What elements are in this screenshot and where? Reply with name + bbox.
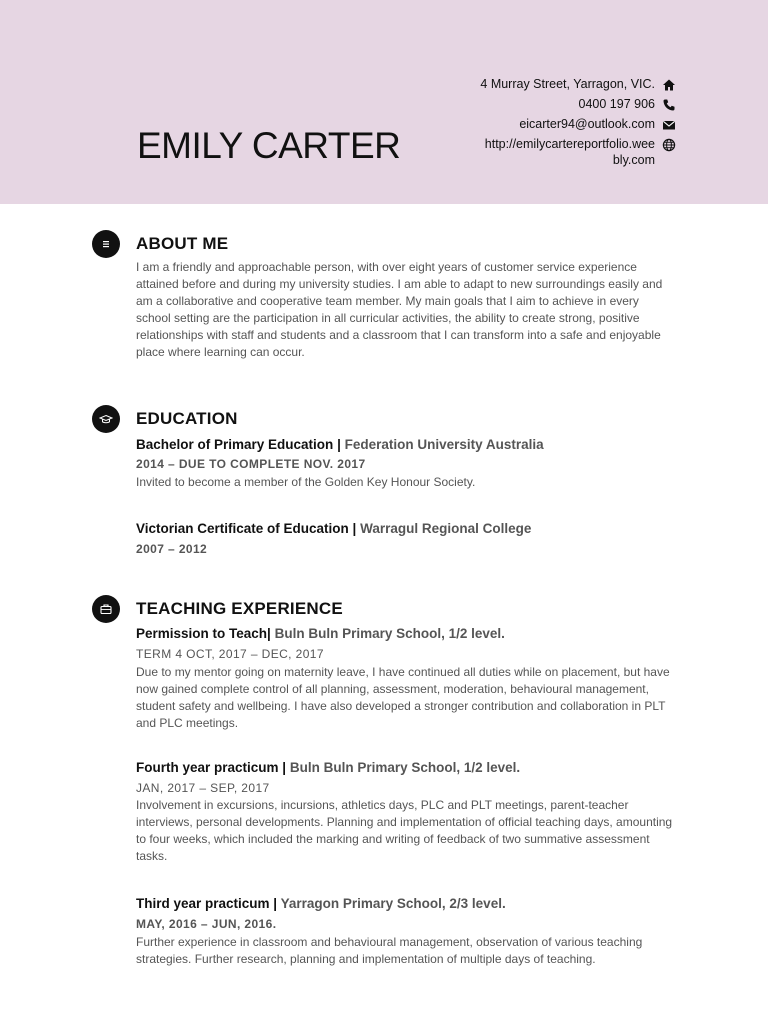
- teaching-title: TEACHING EXPERIENCE: [136, 599, 343, 618]
- entry-role: Permission to Teach: [136, 626, 268, 641]
- teaching-entry-1-desc: Due to my mentor going on maternity leave, I have continued all duties while on placement, but have now gained complete control of all planning, assessment, moderation, behavioural management, student safety and wellbeing. I have also developed a stronger contribution and collaboration in PLT and PLC meetings.: [136, 665, 670, 730]
- envelope-icon: [662, 118, 676, 132]
- contact-block: [376, 76, 676, 172]
- about-text: I am a friendly and approachable person, with over eight years of customer service experience attained before and during my university studies. I am able to adapt to new surroundings easily and am a collaborative and cooperative team member. My main goals that I aim to achieve in every school setting are the participation in all curricular activities, the ability to create strong, positive relationships with staff and students and a classroom that I can transform into a safe and enjoyable place where learning can occur.: [136, 260, 663, 359]
- entry-separator: |: [267, 626, 275, 641]
- entry-org: Buln Buln Primary School, 1/2 level.: [289, 760, 521, 775]
- briefcase-icon: [92, 595, 120, 623]
- phone-icon: [662, 98, 676, 112]
- entry-org: Warragul Regional College: [360, 521, 532, 536]
- teaching-entry-2-title: [136, 759, 520, 777]
- education-entry-2-title: [136, 520, 531, 538]
- entry-org: Buln Buln Primary School, 1/2 level.: [274, 626, 505, 641]
- globe-icon: [662, 138, 676, 152]
- entry-separator: |: [333, 437, 345, 452]
- contact-website[interactable]: http://emilycartereportfolio.weebly.com: [484, 137, 655, 167]
- entry-separator: |: [348, 521, 361, 536]
- teaching-entry-3-date: MAY, 2016 – JUN, 2016.: [136, 917, 277, 931]
- entry-org: Yarragon Primary School, 2/3 level.: [280, 896, 506, 911]
- entry-role: Third year practicum: [136, 896, 270, 911]
- contact-phone-row: [376, 96, 676, 112]
- contact-address: 4 Murray Street, Yarragon, VIC.: [480, 77, 655, 91]
- contact-email-row: [376, 116, 676, 132]
- entry-org: Federation University Australia: [344, 437, 544, 452]
- entry-separator: |: [269, 896, 281, 911]
- entry-separator: |: [278, 760, 290, 775]
- header-band: [0, 0, 768, 204]
- teaching-entry-1-title: [136, 625, 505, 643]
- home-icon: [662, 78, 676, 92]
- teaching-entry-1-date: TERM 4 OCT, 2017 – DEC, 2017: [136, 647, 324, 661]
- contact-address-row: [376, 76, 676, 92]
- graduation-cap-icon: [92, 405, 120, 433]
- education-entry-1-title: [136, 436, 544, 454]
- teaching-entry-2-desc: Involvement in excursions, incursions, athletics days, PLC and PLT meetings, parent-teacher interviews, personal developments. Planning and implementation of official teaching days, amounting to four weeks, which included the marking and writing of feedback of two summative assessment tasks.: [136, 798, 673, 863]
- candidate-name: EMILY CARTER: [137, 125, 401, 166]
- entry-role: Fourth year practicum: [136, 760, 279, 775]
- education-entry-2-date: 2007 – 2012: [136, 542, 208, 556]
- entry-role: Victorian Certificate of Education: [136, 521, 349, 536]
- about-title: ABOUT ME: [136, 234, 229, 253]
- education-title: EDUCATION: [136, 409, 238, 428]
- teaching-entry-3-title: [136, 895, 506, 913]
- education-entry-1-date: 2014 – DUE TO COMPLETE NOV. 2017: [136, 457, 366, 471]
- teaching-entry-2-date: JAN, 2017 – SEP, 2017: [136, 781, 270, 795]
- menu-lines-icon: [92, 230, 120, 258]
- teaching-entry-3-desc: Further experience in classroom and behavioural management, observation of various teaching strategies. Further research, planning and implementation of multiple days of teaching.: [136, 935, 643, 966]
- contact-website-row: [376, 136, 676, 168]
- contact-email[interactable]: eicarter94@outlook.com: [519, 117, 655, 131]
- entry-role: Bachelor of Primary Education: [136, 437, 334, 452]
- contact-phone: 0400 197 906: [578, 97, 655, 111]
- education-entry-1-desc: Invited to become a member of the Golden Key Honour Society.: [136, 475, 476, 489]
